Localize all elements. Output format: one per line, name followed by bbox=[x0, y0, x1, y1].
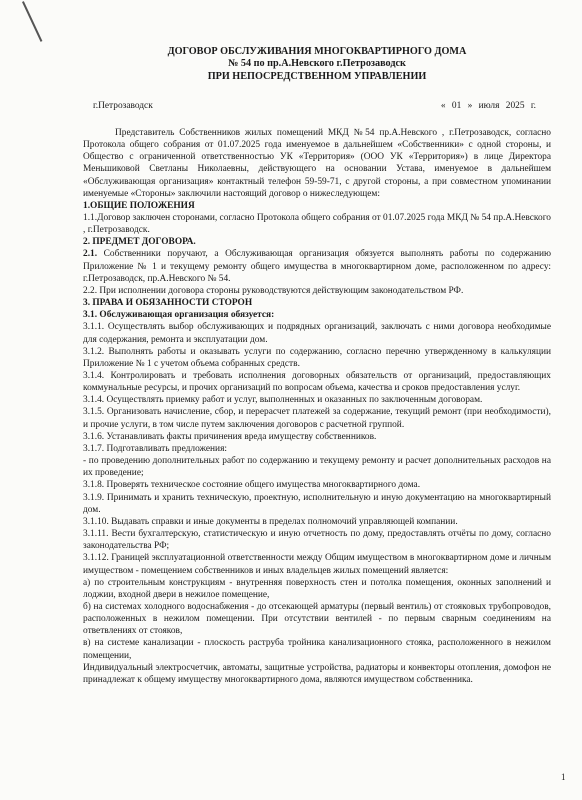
page-number: 1 bbox=[561, 772, 566, 782]
clause-item: 3.1.11. Вести бухгалтерскую, статистическую и иную отчетность по дому, предоставлять отчёты по дому, согласно законодательства РФ; bbox=[83, 529, 551, 552]
title-line-3: ПРИ НЕПОСРЕДСТВЕННОМ УПРАВЛЕНИИ bbox=[207, 70, 427, 82]
document-title bbox=[83, 46, 551, 83]
clause-2-1-number: 2.1. bbox=[83, 249, 98, 260]
clause-item: в) на системе канализации - плоскость раструба тройника канализационного стояка, расположенного в нежилом помещении, bbox=[83, 638, 551, 661]
clause-2-2: 2.2. При исполнении договора стороны руководствуются действующим законодательством РФ. bbox=[83, 285, 464, 296]
city: г.Петрозаводск bbox=[93, 100, 153, 111]
clause-item: 3.1.4. Осуществлять приемку работ и услуг, выполненных и оказанных по заключенным договорам. bbox=[83, 395, 483, 406]
clause-item: а) по строительным конструкциям - внутренняя поверхность стен и потолка помещения, оконных заполнений и лоджии, входной двери в нежилое помещение, bbox=[83, 577, 551, 600]
intro-paragraph: Представитель Собственников жилых помещений МКД №54 пр.А.Невского , г.Петрозаводск, согласно Протокола общего собрания от 01.07.2025 года именуемое в дальнейшем «Собственники» с одной стороны, и Общество с ограниченной ответственностью УК «Территория» (ООО УК «Территория») в лице Директора Меньшиковой Светланы Николаевны, действующего на основании Устава, именуемое в дальнейшем «Обслуживающая организация» контактный телефон 59-59-71, с другой стороны, а при совместном упоминании именуемые «Стороны» заключили настоящий договор о нижеследующем: bbox=[83, 127, 551, 199]
clause-item: 3.1.7. Подготавливать предложения: bbox=[83, 443, 227, 454]
section-1-heading: 1.ОБЩИЕ ПОЛОЖЕНИЯ bbox=[83, 200, 195, 211]
section-2-heading: 2. ПРЕДМЕТ ДОГОВОРА. bbox=[83, 237, 196, 248]
title-line-1: ДОГОВОР ОБСЛУЖИВАНИЯ МНОГОКВАРТИРНОГО ДОМА bbox=[167, 46, 467, 57]
title-line-2: № 54 по пр.А.Невского г.Петрозаводск bbox=[228, 58, 406, 70]
section-3-1-heading: 3.1. Обслуживающая организация обязуется: bbox=[83, 310, 275, 321]
clause-item: 3.1.8. Проверять техническое состояние общего имущества многоквартирного дома. bbox=[83, 480, 421, 491]
clause-item: Индивидуальный электросчетчик, автоматы, защитные устройства, радиаторы и конвекторы отопления, домофон не принадлежат к общему имуществу многоквартирного дома, являются имуществом собственника. bbox=[83, 662, 551, 685]
clause-item: б) на системах холодного водоснабжения - до отсекающей арматуры (первый вентиль) от стояковых трубопроводов, расположенных в нежилом помещении. При отсутствии вентилей - по первым сварным соединениям на ответвлениях от стояков, bbox=[83, 601, 551, 637]
clause-item: 3.1.2. Выполнять работы и оказывать услуги по содержанию, согласно перечню утвержденному в калькуляции Приложение № 1 с учетом объема собранных средств. bbox=[83, 346, 551, 369]
clause-2-1 bbox=[83, 248, 551, 284]
clause-item: - по проведению дополнительных работ по содержанию и текущему ремонту и расчет дополнительных расходов на их проведение; bbox=[83, 456, 551, 479]
city-date-row bbox=[83, 100, 551, 112]
clause-item: 3.1.10. Выдавать справки и иные документы в пределах полномочий управляющей компании. bbox=[83, 516, 458, 527]
clause-2-1-text: Собственники поручают, а Обслуживающая организация обязуется выполнять работы по содержанию Приложение № 1 и текущему ремонту общего имущества в многоквартирном доме, расположенном по адресу: г.Петрозаводск, пр.А.Невского № 54. bbox=[83, 249, 551, 284]
clause-item: 3.1.12. Границей эксплуатационной ответственности между Общим имуществом в многоквартирном доме и личным имуществом - помещением собственников и иных владельцев жилых помещений является: bbox=[83, 553, 551, 576]
clause-item: 3.1.1. Осуществлять выбор обслуживающих и подрядных организаций, заключать с ними договора необходимые для содержания, ремонта и эксплуатации дом. bbox=[83, 322, 551, 345]
clause-item: 3.1.9. Принимать и хранить техническую, проектную, исполнительную и иную документацию на многоквартирный дом. bbox=[83, 492, 551, 515]
document-body bbox=[83, 46, 551, 686]
scan-mark bbox=[22, 1, 42, 42]
clause-item: 3.1.6. Устанавливать факты причинения вреда имуществу собственников. bbox=[83, 431, 377, 442]
clause-item: 3.1.5. Организовать начисление, сбор, и перерасчет платежей за содержание, текущий ремонт (при необходимости), и прочие услуги, в том числе путем заключения договоров с расчетной группой. bbox=[83, 407, 551, 430]
contract-date: « 01 » июля 2025 г. bbox=[440, 100, 536, 111]
section-3-heading: 3. ПРАВА И ОБЯЗАННОСТИ СТОРОН bbox=[83, 298, 253, 309]
clause-item: 3.1.4. Контролировать и требовать исполнения договорных обязательств от организаций, предоставляющих коммунальные ресурсы, и прочих организаций по вопросам объема, качества и сроков предоставления услуг. bbox=[83, 371, 551, 394]
clause-1-1: 1.1.Договор заключен сторонами, согласно Протокола общего собрания от 01.07.2025 года МКД № 54 пр.А.Невского , г.Петрозаводск. bbox=[83, 212, 551, 236]
